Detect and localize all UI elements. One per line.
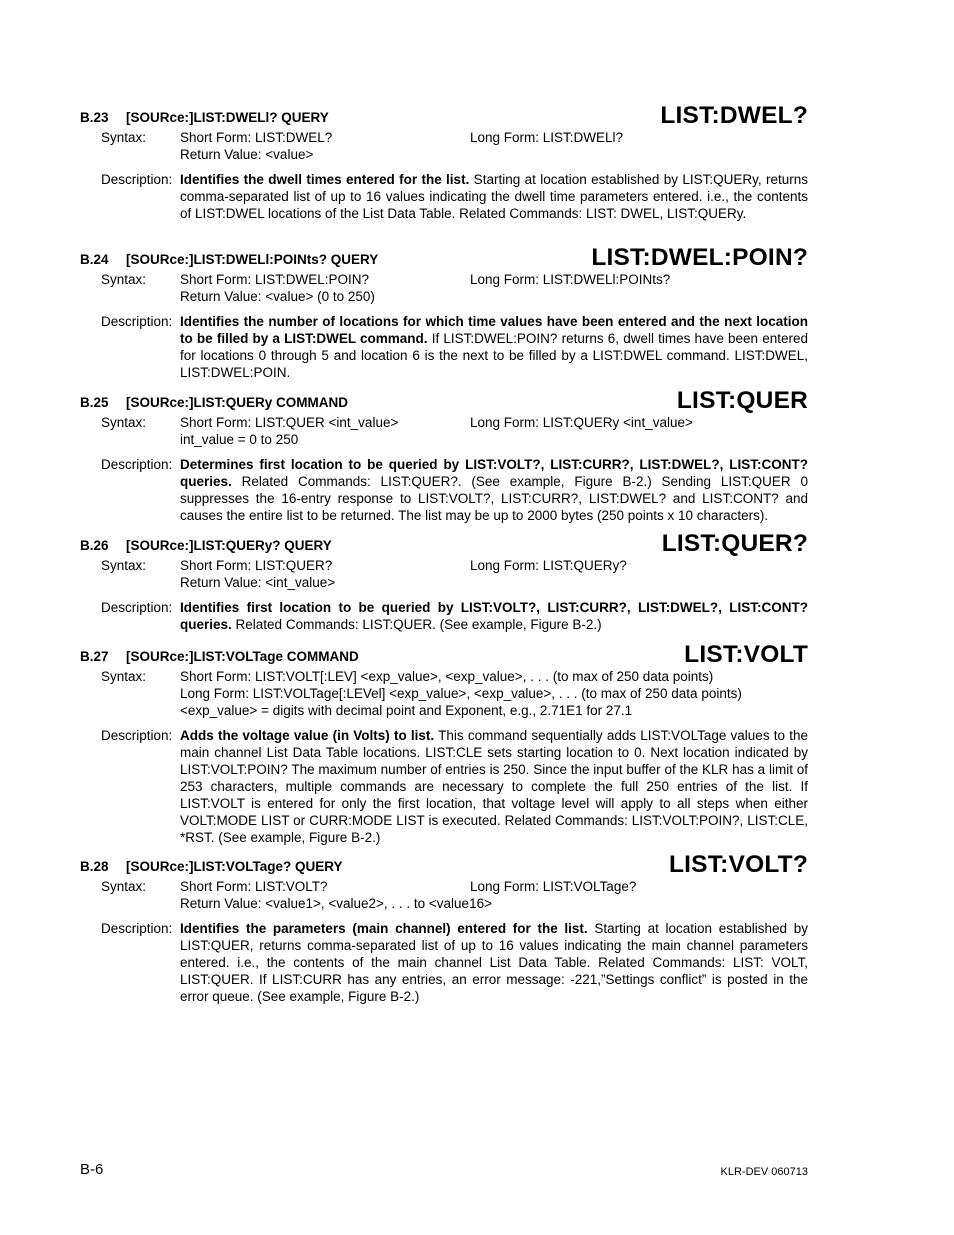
description-bold: Identifies the parameters (main channel) entered for the list. [180,921,588,936]
description-label: Description: [101,457,173,472]
page-number: B-6 [80,1161,104,1178]
syntax-label: Syntax: [101,879,147,894]
description-text: This command sequentially adds LIST:VOLTage values to the main channel List Data Table locations. LIST:CLE sets starting location to 0. Next location indicated by LIST:VOLT:POIN? The maximum number of entries is 250. Since the input buffer of the KLR has a limit of 253 characters, multiple commands are necessary to complete the full 250 entries of the list. If LIST:VOLT is entered for only the first location, that voltage level will apply to all steps when either VOLT:MODE LIST or CURR:MODE LIST is executed. Related Commands: LIST:VOLT:POIN?, LIST:CLE, *RST. (See example, Figure B-2.) [180,728,808,845]
command-heading: LIST:DWEL:POIN? [591,244,808,271]
description-label: Description: [101,921,173,936]
section-title: [SOURce:]LIST:DWELl:POINts? QUERY [126,252,379,267]
short-form: Short Form: LIST:VOLT? [180,879,328,894]
description-block [80,727,808,846]
section-b25 [80,385,808,524]
short-form: Short Form: LIST:DWEL? [180,130,333,145]
long-form: Long Form: LIST:QUERy? [470,558,627,573]
syntax-label: Syntax: [101,558,147,573]
syntax-line: Return Value: <value> [180,147,314,162]
description-text: If LIST:DWEL:POIN? returns 6, dwell times have been entered for locations 0 through 5 and location 6 is the next to be filled by a LIST:DWEL command. LIST:DWEL, LIST:DWEL:POIN. [180,331,808,380]
description-text: Related Commands: LIST:QUER?. (See example, Figure B-2.) Sending LIST:QUER 0 suppresses the 16-entry response to LIST:VOLT?, LIST:CURR?, LIST:DWEL? and LIST:CONT? and causes the entire list to be returned. The list may be up to 2000 bytes (250 points x 10 characters). [180,474,808,523]
command-heading: LIST:VOLT? [669,851,808,878]
command-heading: LIST:DWEL? [660,102,808,129]
section-number: B.25 [80,395,109,410]
short-form: Short Form: LIST:DWEL:POIN? [180,272,370,287]
syntax-label: Syntax: [101,272,147,287]
syntax-block [80,129,808,163]
description-text: Starting at location established by LIST:QUER, returns comma-separated list of up to 16 values indicating the main channel parameters entered. i.e., the contents of the main channel List Data Table. Related Commands: LIST: VOLT, LIST:QUER. If LIST:CURR has any entries, an error message: -221,”Settings conflict” is posted in the error queue. (See example, Figure B-2.) [180,921,809,1004]
description-block [80,171,808,222]
description-label: Description: [101,728,173,743]
command-heading: LIST:QUER [676,387,808,414]
section-title: [SOURce:]LIST:QUERy? QUERY [126,538,332,553]
command-heading: LIST:QUER? [661,530,808,557]
description-block [80,920,808,1005]
section-header [80,528,808,557]
syntax-line: Return Value: <int_value> [180,575,336,590]
document-id: KLR-DEV 060713 [720,1166,808,1178]
description-bold: Adds the voltage value (in Volts) to list. [180,728,435,743]
short-form: Short Form: LIST:QUER <int_value> [180,415,399,430]
command-heading: LIST:VOLT [684,641,808,668]
syntax-block [80,557,808,591]
description-label: Description: [101,600,173,615]
section-title: [SOURce:]LIST:VOLTage? QUERY [126,859,343,874]
section-title: [SOURce:]LIST:VOLTage COMMAND [126,649,359,664]
syntax-line: Return Value: <value> (0 to 250) [180,289,375,304]
section-b27 [80,639,808,846]
section-b24 [80,242,808,381]
section-header [80,242,808,271]
syntax-line: int_value = 0 to 250 [180,432,299,447]
syntax-block [80,668,808,719]
section-header [80,849,808,878]
syntax-label: Syntax: [101,669,147,684]
section-header [80,100,808,129]
section-b26 [80,528,808,633]
syntax-label: Syntax: [101,130,147,145]
description-bold: Identifies the number of locations for which time values have been entered and the next location to be filled by a LIST:DWEL command. [180,314,808,346]
short-form: Short Form: LIST:VOLT[:LEV] <exp_value>, <exp_value>, . . . (to max of 250 data points) [180,669,714,684]
long-form: Long Form: LIST:DWELl? [470,130,624,145]
long-form: Long Form: LIST:VOLTage? [470,879,637,894]
description-label: Description: [101,314,173,329]
section-number: B.23 [80,110,109,125]
syntax-line: <exp_value> = digits with decimal point and Exponent, e.g., 2.71E1 for 27.1 [180,703,633,718]
syntax-block [80,271,808,305]
syntax-line: Return Value: <value1>, <value2>, . . . to <value16> [180,896,492,911]
description-bold: Determines first location to be queried by LIST:VOLT?, LIST:CURR?, LIST:DWEL?, LIST:CONT? queries. [180,457,808,489]
description-block [80,456,808,524]
section-number: B.27 [80,649,109,664]
description-block [80,313,808,381]
short-form: Short Form: LIST:QUER? [180,558,333,573]
description-text: Related Commands: LIST:QUER. (See example, Figure B-2.) [231,617,602,632]
section-number: B.26 [80,538,109,553]
section-number: B.24 [80,252,109,267]
description-text: Starting at location established by LIST:QUERy, returns comma-separated list of up to 16 values indicating the dwell time parameters entered. i.e., the contents of LIST:DWEL locations of the List Data Table. Related Commands: LIST: DWEL, LIST:QUERy. [180,172,808,221]
description-block [80,599,808,633]
section-title: [SOURce:]LIST:DWELl? QUERY [126,110,329,125]
syntax-line: Long Form: LIST:VOLTage[:LEVel] <exp_value>, <exp_value>, . . . (to max of 250 data points) [180,686,742,701]
section-header [80,639,808,668]
long-form: Long Form: LIST:DWELl:POINts? [470,272,671,287]
section-header [80,385,808,414]
syntax-block [80,878,808,912]
section-number: B.28 [80,859,109,874]
description-bold: Identifies the dwell times entered for the list. [180,172,470,187]
section-b28 [80,849,808,1005]
section-title: [SOURce:]LIST:QUERy COMMAND [126,395,349,410]
description-label: Description: [101,172,173,187]
section-b23 [80,100,808,222]
syntax-label: Syntax: [101,415,147,430]
syntax-block [80,414,808,448]
long-form: Long Form: LIST:QUERy <int_value> [470,415,693,430]
description-bold: Identifies first location to be queried by LIST:VOLT?, LIST:CURR?, LIST:DWEL?, LIST:CONT? queries. [180,600,808,632]
